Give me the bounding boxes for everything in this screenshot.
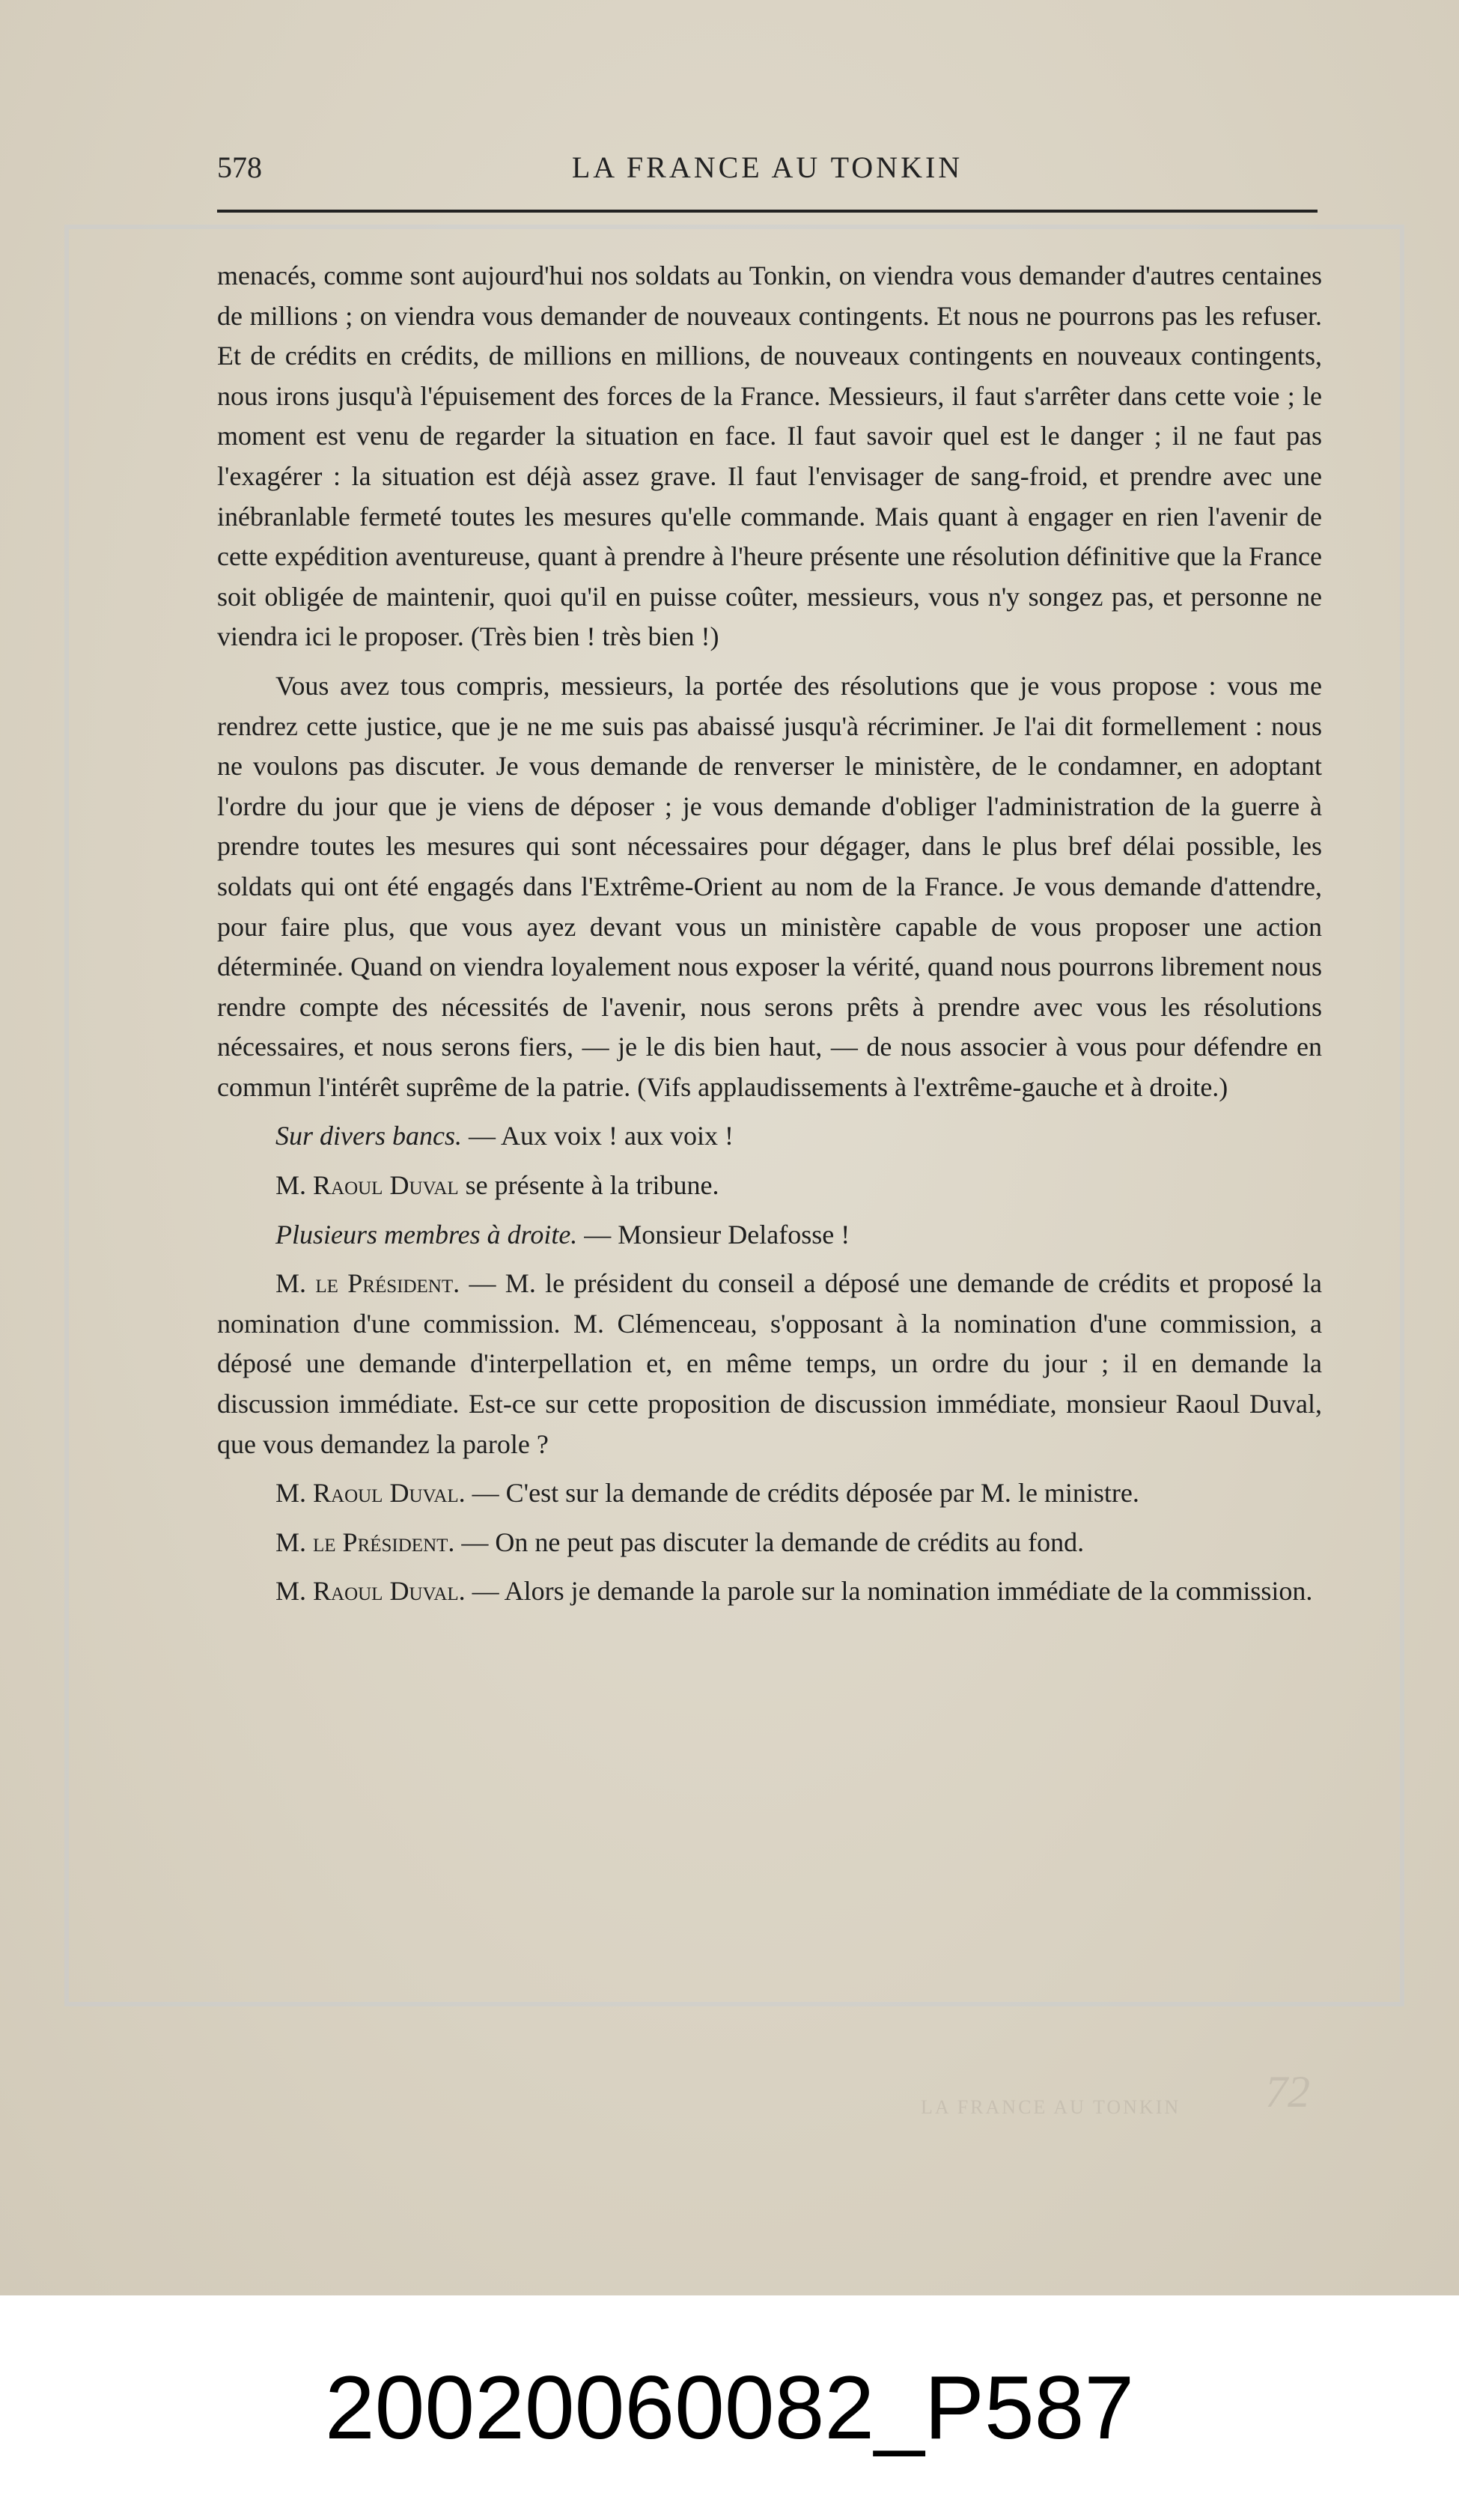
- speech-text: se présente à la tribune.: [458, 1170, 719, 1201]
- speech-paragraph: [217, 1473, 1322, 1514]
- show-through-page-number: 72: [1265, 2067, 1310, 2116]
- speech-text: — Alors je demande la parole sur la nomination immédiate de la commission.: [465, 1576, 1313, 1607]
- paragraph-text: Vous avez tous compris, messieurs, la portée des résolutions que je vous propose : vous me rendrez cette justice, que je ne me suis pas abaissé jusqu'à récriminer. Je l'ai dit formellement : nous ne voulons pas discuter. Je vous demande de renverser le ministère, de le condamner, en adoptant l'ordre du jour que je viens de déposer ; je vous demande d'obliger l'administration de la guerre à prendre toutes les mesures qui sont nécessaires pour dégager, dans le plus bref délai possible, les soldats qui ont été engagés dans l'Extrême-Orient au nom de la France. Je vous demande d'attendre, pour faire plus, que vous ayez devant vous un ministère capable de vous proposer une action déterminée. Quand on viendra loyalement nous exposer la vérité, quand nous pourrons librement nous rendre compte des nécessités de l'avenir, nous serons prêts à prendre avec vous les résolutions nécessaires, et nous serons fiers, — je le dis bien haut, — de nous associer à vous pour défendre en commun l'intérêt suprême de la patrie. (Vifs applaudissements à l'extrême-gauche et à droite.): [217, 670, 1322, 1102]
- page-number: 578: [217, 150, 262, 184]
- speaker-label: M. Raoul Duval.: [275, 1478, 466, 1509]
- image-caption: 20020060082_P587: [324, 2358, 1135, 2458]
- speaker-label: M. le Président.: [275, 1268, 460, 1299]
- speech-text: — C'est sur la demande de crédits déposée par M. le ministre.: [465, 1478, 1139, 1509]
- speaker-label: M. Raoul Duval.: [275, 1576, 466, 1607]
- speaker-label: M. le Président.: [275, 1527, 455, 1557]
- interjection: [217, 1116, 1322, 1157]
- speech-paragraph: [217, 1571, 1322, 1612]
- paragraph: [217, 666, 1322, 1108]
- header-rule: [217, 210, 1318, 213]
- paragraph: [217, 256, 1322, 657]
- interjection: [217, 1166, 1322, 1206]
- speech-text: — On ne peut pas discuter la demande de crédits au fond.: [454, 1527, 1085, 1557]
- speech-paragraph: [217, 1264, 1322, 1464]
- speech-text: — Aux voix ! aux voix !: [461, 1121, 734, 1151]
- speaker-label: Plusieurs membres à droite.: [275, 1219, 578, 1250]
- show-through-text: LA FRANCE AU TONKIN: [921, 2096, 1181, 2118]
- body-text: [217, 256, 1322, 1612]
- speaker-label: Sur divers bancs.: [275, 1121, 462, 1151]
- speaker-label: M. Raoul Duval: [275, 1170, 459, 1201]
- paragraph-text: menacés, comme sont aujourd'hui nos soldats au Tonkin, on viendra vous demander d'autres centaines de millions ; on viendra vous demander de nouveaux contingents. Et nous ne pourrons pas les refuser. Et de crédits en crédits, de millions en millions, de nouveaux contingents en nouveaux contingents, nous irons jusqu'à l'épuisement des forces de la France. Messieurs, il faut s'arrêter dans cette voie ; le moment est venu de regarder la situation en face. Il faut savoir quel est le danger ; il ne faut pas l'exagérer : la situation est déjà assez grave. Il faut l'envisager de sang-froid, et prendre avec une inébranlable fermeté toutes les mesures qu'elle commande. Mais quant à engager en rien l'avenir de cette expédition aventureuse, quant à prendre à l'heure présente une résolution définitive que la France soit obligée de maintenir, quoi qu'il en puisse coûter, messieurs, vous n'y songez pas, et personne ne viendra ici le proposer. (Très bien ! très bien !): [217, 261, 1322, 652]
- speech-paragraph: [217, 1523, 1322, 1563]
- running-title: LA FRANCE AU TONKIN: [571, 150, 963, 184]
- speech-text: — Monsieur Delafosse !: [577, 1219, 850, 1250]
- page-header: [217, 150, 1318, 195]
- speech-text: — M. le président du conseil a déposé une demande de crédits et proposé la nomination d'une commission. M. Clémenceau, s'opposant à la nomination d'une commission, a déposé une demande d'interpellation et, en même temps, un ordre du jour ; il en demande la discussion immédiate. Est-ce sur cette proposition de discussion immédiate, monsieur Raoul Duval, que vous demandez la parole ?: [217, 1268, 1323, 1459]
- interjection: [217, 1215, 1322, 1256]
